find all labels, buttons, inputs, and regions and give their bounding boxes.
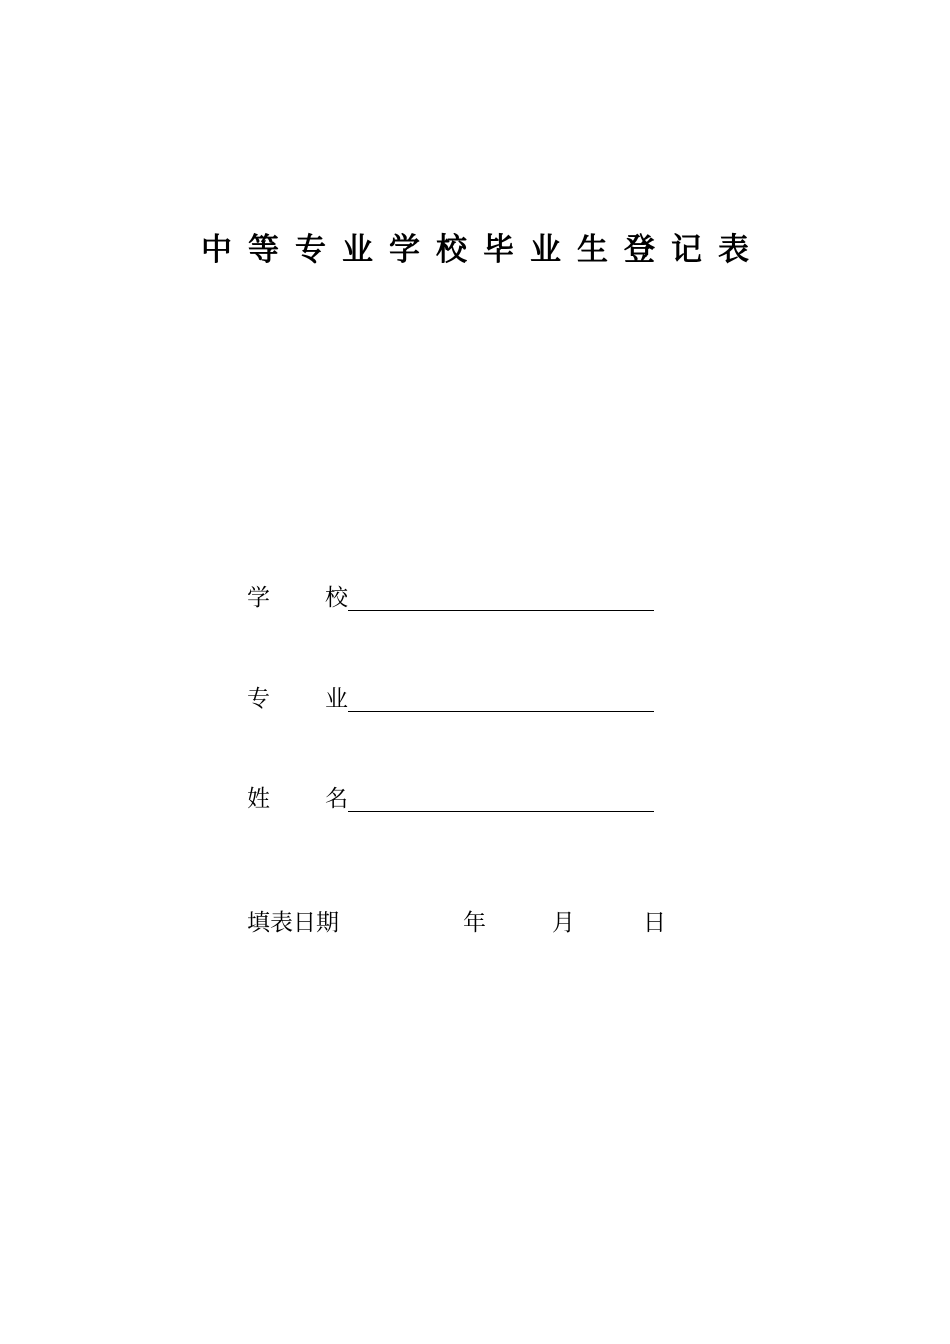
date-day-label: 日 [643, 910, 666, 936]
fill-date-label: 填表日期 [247, 910, 339, 936]
name-label: 姓 名 [247, 786, 348, 812]
name-blank-line[interactable] [348, 783, 654, 812]
fill-date-row [247, 906, 687, 940]
name-field [247, 782, 654, 816]
major-field [247, 682, 654, 716]
school-blank-line[interactable] [348, 582, 654, 611]
major-blank-line[interactable] [348, 683, 654, 712]
school-label: 学 校 [247, 585, 348, 611]
date-month-label: 月 [552, 910, 575, 936]
school-field [247, 581, 654, 615]
major-label: 专 业 [247, 686, 348, 712]
date-year-label: 年 [463, 910, 486, 936]
document-title: 中等专业学校毕业生登记表 [201, 232, 765, 268]
